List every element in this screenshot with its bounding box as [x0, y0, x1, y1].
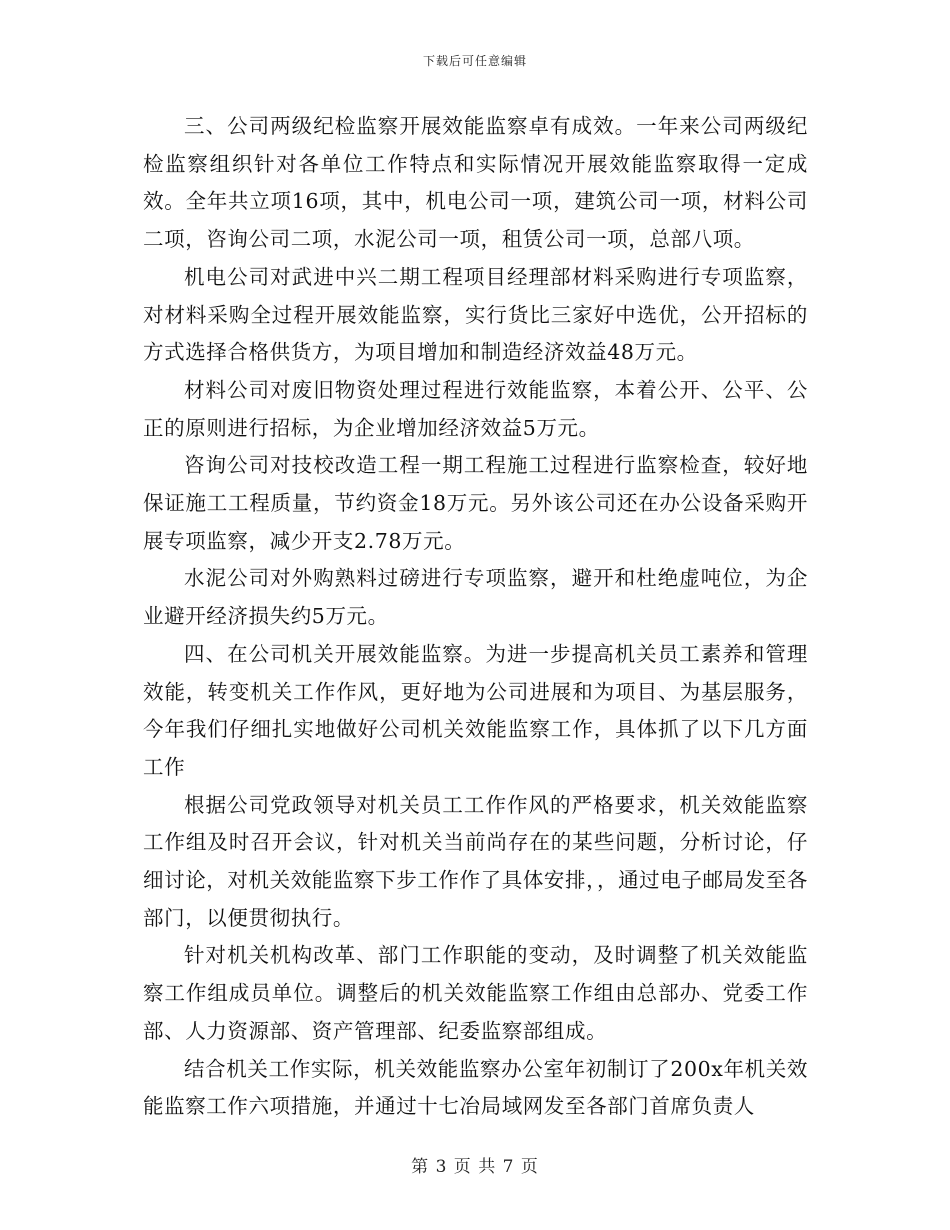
- paragraph-7: 根据公司党政领导对机关员工工作作风的严格要求，机关效能监察工作组及时召开会议，针对机关当前尚存在的某些问题，分析讨论，仔细讨论，对机关效能监察下步工作作了具体安排，，通过电子邮局发至各部门，以便贯彻执行。: [143, 792, 808, 930]
- paragraph-1: 三、公司两级纪检监察开展效能监察卓有成效。一年来公司两级纪检监察组织针对各单位工作特点和实际情况开展效能监察取得一定成效。全年共立项16项，其中，机电公司一项，建筑公司一项，材料公司二项，咨询公司二项，水泥公司一项，租赁公司一项，总部八项。: [143, 114, 808, 252]
- paragraph-5: 水泥公司对外购熟料过磅进行专项监察，避开和杜绝虚吨位，为企业避开经济损失约5万元。: [143, 566, 808, 629]
- paragraph-3: 材料公司对废旧物资处理过程进行效能监察，本着公开、公平、公正的原则进行招标，为企业增加经济效益5万元。: [143, 377, 808, 440]
- paragraph-8: 针对机关机构改革、部门工作职能的变动，及时调整了机关效能监察工作组成员单位。调整后的机关效能监察工作组由总部办、党委工作部、人力资源部、资产管理部、纪委监察部组成。: [143, 943, 808, 1043]
- page-number: 第 3 页 共 7 页: [411, 1157, 539, 1177]
- paragraph-4: 咨询公司对技校改造工程一期工程施工过程进行监察检查，较好地保证施工工程质量，节约资金18万元。另外该公司还在办公设备采购开展专项监察，减少开支2.78万元。: [143, 453, 808, 553]
- paragraph-6: 四、在公司机关开展效能监察。为进一步提高机关员工素养和管理效能，转变机关工作作风，更好地为公司进展和为项目、为基层服务，今年我们仔细扎实地做好公司机关效能监察工作，具体抓了以下几方面工作: [143, 641, 808, 779]
- paragraph-2: 机电公司对武进中兴二期工程项目经理部材料采购进行专项监察，对材料采购全过程开展效能监察，实行货比三家好中选优，公开招标的方式选择合格供货方，为项目增加和制造经济效益48万元。: [143, 264, 808, 365]
- page-header-note: 下载后可任意编辑: [422, 54, 527, 68]
- document-body: [143, 108, 808, 1126]
- paragraph-9: 结合机关工作实际，机关效能监察办公室年初制订了200x年机关效能监察工作六项措施，并通过十七冶局域网发至各部门首席负责人: [143, 1056, 808, 1119]
